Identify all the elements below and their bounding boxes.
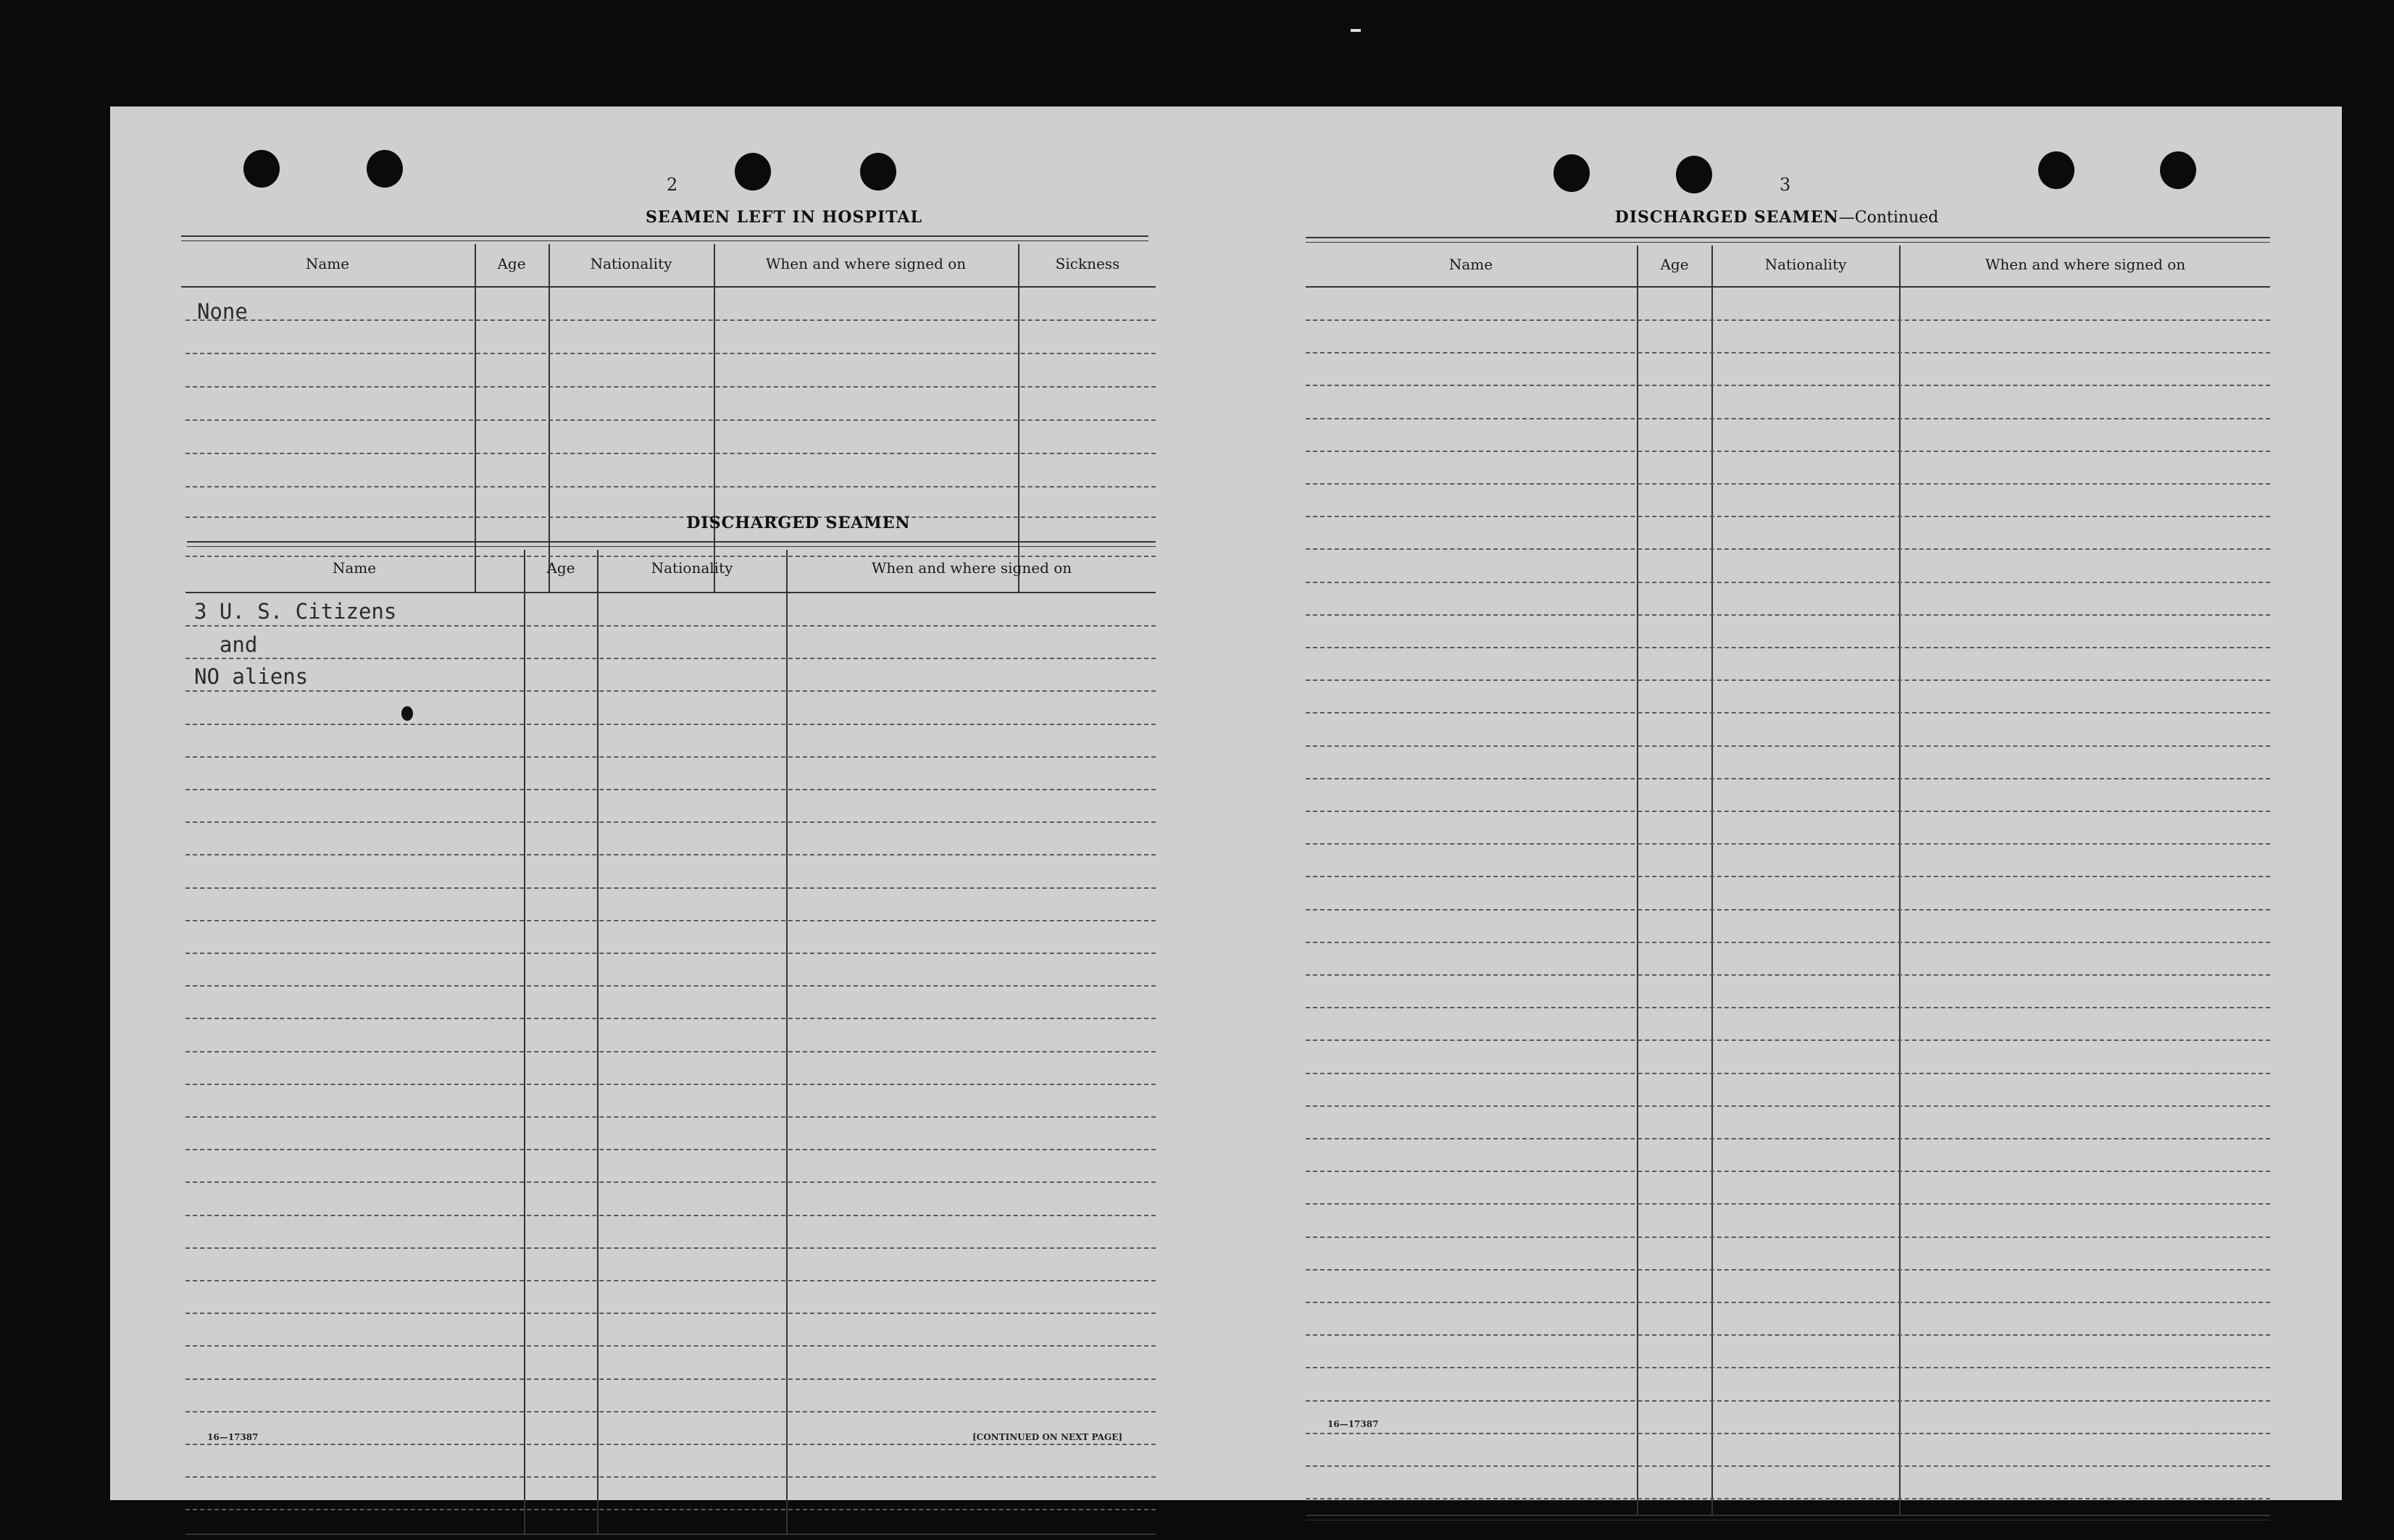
entry-line xyxy=(185,658,1156,659)
discharged-entry-line-3: NO aliens xyxy=(194,664,309,689)
right-col-name: Name xyxy=(1448,256,1493,273)
entry-line xyxy=(185,1313,1156,1314)
entry-line xyxy=(185,1181,1156,1183)
entry-line xyxy=(185,1247,1156,1249)
hospital-col-nationality: Nationality xyxy=(590,255,672,272)
discharged-top-rule xyxy=(187,541,1156,547)
entry-line xyxy=(1306,1302,2270,1303)
entry-line xyxy=(1306,582,2270,583)
hospital-entry-line xyxy=(185,556,1156,557)
hospital-entry-none: None xyxy=(197,299,248,324)
entry-line xyxy=(1306,1007,2270,1008)
entry-line xyxy=(1306,1465,2270,1467)
entry-line xyxy=(185,1280,1156,1281)
hospital-top-rule xyxy=(181,235,1148,241)
left-form-number: 16—17387 xyxy=(207,1432,259,1442)
hospital-col-signed-on: When and where signed on xyxy=(765,255,967,272)
entry-line xyxy=(185,1018,1156,1019)
entry-line xyxy=(1306,712,2270,713)
right-section-title-continued: —Continued xyxy=(1838,209,1939,227)
entry-line xyxy=(1306,1269,2270,1271)
punch-hole xyxy=(2038,151,2074,189)
punch-hole xyxy=(2160,151,2196,189)
right-page-number: 3 xyxy=(1780,175,1791,195)
entry-line xyxy=(1306,319,2270,321)
right-col-divider xyxy=(1899,246,1901,1515)
continued-note: [CONTINUED ON NEXT PAGE] xyxy=(972,1432,1123,1442)
punch-hole xyxy=(735,153,771,191)
entry-line xyxy=(185,821,1156,823)
entry-line xyxy=(185,789,1156,790)
entry-line xyxy=(185,1116,1156,1118)
right-col-nationality: Nationality xyxy=(1764,256,1847,273)
discharged-col-name: Name xyxy=(332,559,377,577)
entry-line xyxy=(1306,1138,2270,1139)
discharged-header-rule xyxy=(185,592,1156,593)
right-bottom-rule xyxy=(1306,1515,2270,1520)
entry-line xyxy=(1306,1367,2270,1368)
hospital-col-divider xyxy=(1018,244,1019,592)
entry-line xyxy=(1306,516,2270,517)
discharged-section-title: DISCHARGED SEAMEN xyxy=(686,514,911,532)
entry-line xyxy=(185,920,1156,921)
entry-line xyxy=(1306,548,2270,550)
ink-mark xyxy=(401,706,413,721)
hospital-col-age: Age xyxy=(497,255,526,272)
punch-hole xyxy=(1676,156,1712,193)
hospital-entry-line xyxy=(185,386,1156,388)
hospital-section-title: SEAMEN LEFT IN HOSPITAL xyxy=(646,208,922,227)
entry-line xyxy=(185,887,1156,889)
entry-line xyxy=(1306,385,2270,386)
entry-line xyxy=(1306,647,2270,648)
entry-line xyxy=(185,854,1156,855)
hospital-entry-line xyxy=(185,353,1156,354)
discharged-entry-line-1: 3 U. S. Citizens xyxy=(194,599,397,624)
hospital-col-divider xyxy=(714,244,715,592)
right-form-number: 16—17387 xyxy=(1327,1419,1379,1429)
entry-line xyxy=(185,1476,1156,1478)
entry-line xyxy=(1306,483,2270,485)
entry-line xyxy=(185,985,1156,987)
entry-line xyxy=(185,1509,1156,1510)
entry-line xyxy=(1306,614,2270,616)
entry-line xyxy=(185,1378,1156,1380)
discharged-col-divider xyxy=(597,550,598,1533)
right-section-title-text: DISCHARGED SEAMEN xyxy=(1614,208,1839,227)
right-section-title xyxy=(1509,208,2045,227)
entry-line xyxy=(185,1411,1156,1413)
top-edge-mark xyxy=(1351,29,1361,32)
entry-line xyxy=(1306,352,2270,353)
entry-line xyxy=(185,1149,1156,1150)
discharged-bottom-rule xyxy=(185,1533,1156,1535)
discharged-col-signed-on: When and where signed on xyxy=(871,559,1072,577)
entry-line xyxy=(1306,745,2270,747)
punch-hole xyxy=(243,150,280,188)
entry-line xyxy=(185,1051,1156,1053)
punch-hole xyxy=(367,150,403,188)
entry-line xyxy=(1306,909,2270,911)
entry-line xyxy=(185,690,1156,692)
entry-line xyxy=(1306,1073,2270,1074)
discharged-col-nationality: Nationality xyxy=(651,559,733,577)
entry-line xyxy=(185,1444,1156,1445)
hospital-col-divider xyxy=(475,244,476,592)
hospital-col-divider xyxy=(549,244,550,592)
entry-line xyxy=(185,724,1156,725)
discharged-entry-line-2: and xyxy=(194,632,258,657)
discharged-col-age: Age xyxy=(546,559,575,577)
form-sheet xyxy=(110,106,2342,1500)
entry-line xyxy=(1306,1039,2270,1041)
discharged-col-divider xyxy=(786,550,788,1533)
hospital-col-sickness: Sickness xyxy=(1055,255,1120,272)
entry-line xyxy=(1306,451,2270,452)
entry-line xyxy=(185,1345,1156,1347)
hospital-entry-line xyxy=(185,419,1156,421)
right-col-divider xyxy=(1711,246,1713,1515)
left-page-number: 2 xyxy=(667,175,678,195)
entry-line xyxy=(1306,679,2270,681)
right-col-age: Age xyxy=(1660,256,1689,273)
punch-hole xyxy=(860,153,896,191)
entry-line xyxy=(1306,1400,2270,1402)
entry-line xyxy=(1306,843,2270,845)
entry-line xyxy=(1306,1433,2270,1434)
right-col-divider xyxy=(1637,246,1638,1515)
discharged-col-divider xyxy=(524,550,525,1533)
entry-line xyxy=(185,756,1156,758)
right-header-rule xyxy=(1306,286,2270,288)
entry-line xyxy=(1306,1171,2270,1172)
right-top-rule xyxy=(1306,237,2270,243)
entry-line xyxy=(185,1084,1156,1085)
entry-line xyxy=(1306,418,2270,419)
entry-line xyxy=(185,953,1156,954)
right-col-signed-on: When and where signed on xyxy=(1985,256,2186,273)
hospital-col-name: Name xyxy=(305,255,350,272)
hospital-entry-line xyxy=(185,486,1156,487)
entry-line xyxy=(1306,942,2270,943)
entry-line xyxy=(1306,876,2270,877)
entry-line xyxy=(1306,1236,2270,1238)
entry-line xyxy=(1306,1105,2270,1107)
entry-line xyxy=(1306,1498,2270,1499)
entry-line xyxy=(185,625,1156,627)
entry-line xyxy=(1306,778,2270,779)
entry-line xyxy=(1306,974,2270,976)
entry-line xyxy=(1306,1334,2270,1336)
hospital-entry-line xyxy=(185,453,1156,454)
hospital-entry-line xyxy=(185,319,1156,321)
entry-line xyxy=(185,1215,1156,1216)
entry-line xyxy=(1306,1203,2270,1205)
hospital-header-rule xyxy=(181,286,1156,288)
entry-line xyxy=(1306,811,2270,812)
punch-hole xyxy=(1553,154,1590,192)
